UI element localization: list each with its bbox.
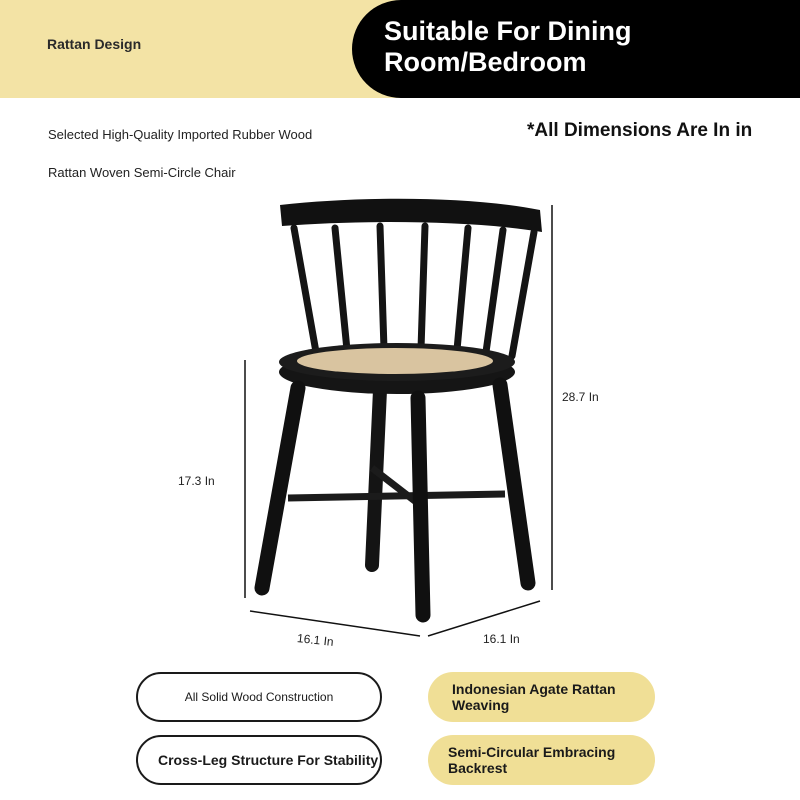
product-name: Rattan Woven Semi-Circle Chair [48,165,236,180]
rattan-seat-icon [297,348,493,374]
material-spec: Selected High-Quality Imported Rubber Wood [48,127,313,142]
banner-title: Suitable For Dining Room/Bedroom [384,16,632,77]
width-right-label: 16.1 In [483,632,520,646]
feature-cross-leg [136,735,382,785]
feature-label: Cross-Leg Structure For Stability [158,752,379,768]
feature-rattan-weaving [428,672,655,722]
width-right-line [428,601,540,636]
front-left-leg-icon [262,388,298,588]
front-center-leg-icon [418,398,423,615]
stretcher-icon [288,494,505,498]
feature-label: All Solid Wood Construction [184,690,334,704]
brand-label: Rattan Design [47,36,142,52]
feature-backrest [428,735,655,785]
dimensions-note: *All Dimensions Are In in [527,120,753,141]
width-left-line [250,611,420,636]
feature-solid-wood [136,672,382,722]
total-height-label: 28.7 In [562,390,599,404]
width-left-label: 16.1 In [296,631,335,649]
feature-label: Semi-Circular Embracing Backrest [448,744,616,776]
seat-height-label: 17.3 In [178,474,215,488]
backrest-spindles [294,226,534,356]
feature-label: Indonesian Agate Rattan Weaving [452,681,616,713]
front-right-leg-icon [500,385,528,583]
